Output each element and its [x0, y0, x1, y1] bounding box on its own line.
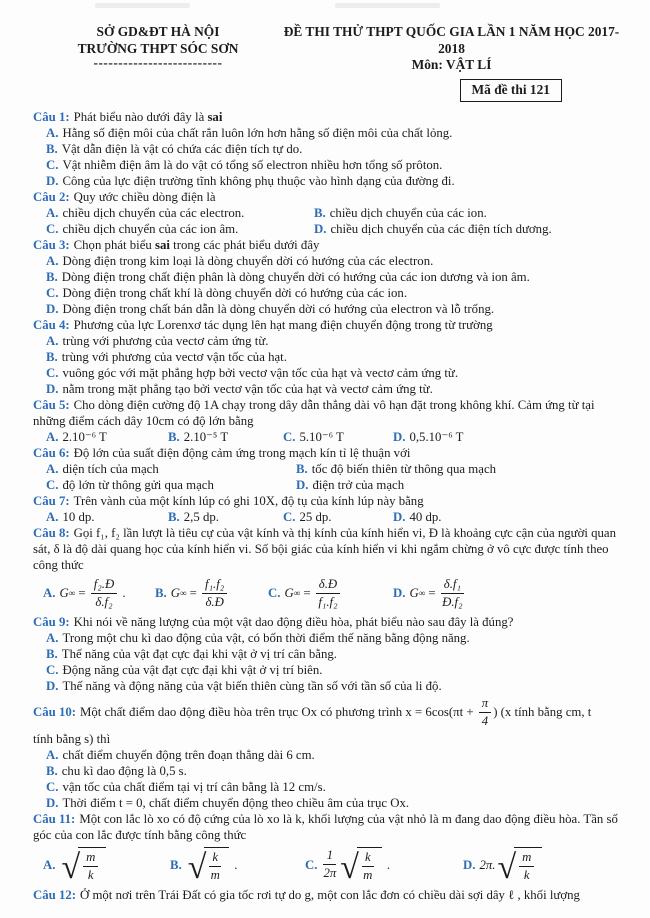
fraction-numerator: 1 [323, 848, 336, 865]
question-label: Câu 9: [33, 614, 70, 629]
option-d [296, 477, 620, 493]
option-d [33, 301, 620, 317]
option-a [46, 205, 314, 221]
option-text: Động năng của vật đạt cực đại khi vật ở vị trí biên. [62, 662, 323, 677]
option-text: Dòng điện trong kim loại là dòng chuyển dời có hướng của các electron. [62, 253, 434, 268]
option-letter: A. [46, 333, 59, 348]
option-text: vuông góc với mặt phẳng hợp bởi vectơ vận tốc của hạt và vectơ cảm ứng từ. [62, 365, 459, 380]
exam-header [33, 24, 620, 74]
option-d [33, 173, 620, 189]
question-label: Câu 12: [33, 887, 77, 902]
option-text: trùng với phương của vectơ vận tốc của hạt. [61, 349, 287, 364]
question-text-continued: tính bằng s) thì [33, 731, 111, 746]
option-text: tốc độ biến thiên từ thông qua mạch [311, 461, 497, 476]
option-text: Vật nhiễm điện âm là do vật có tổng số electron nhiều hơn tổng số prôton. [62, 157, 443, 172]
question-7 [33, 493, 620, 525]
question-text: Phương của lực Lorenxơ tác dụng lên hạt mang điện chuyển động trong từ trường [73, 317, 493, 332]
radical-sign: √ [187, 848, 207, 886]
option-a [46, 429, 168, 445]
school-name: TRƯỜNG THPT SÓC SƠN [77, 40, 239, 56]
square-root [187, 847, 229, 886]
option-letter: B. [46, 646, 58, 661]
option-d [463, 847, 544, 886]
option-text: 0,5.10⁻⁶ T [409, 429, 464, 444]
fraction-denominator: 4 [481, 713, 489, 728]
fraction [519, 850, 534, 883]
option-text: Thời điểm t = 0, chất điểm chuyển động theo chiều âm của trục Ox. [62, 795, 410, 810]
question-label: Câu 1: [33, 109, 70, 124]
option-text: trùng với phương của vectơ cảm ứng từ. [62, 333, 269, 348]
magnification-symbol: G [59, 586, 69, 600]
option-text: chiều dịch chuyển của các electron. [62, 205, 245, 220]
question-text: Khi nói về năng lượng của một vật dao động điều hòa, phát biểu nào sau đây là đúng? [73, 614, 514, 629]
option-letter: A. [46, 747, 59, 762]
fraction-denominator: δ.f₂ [95, 594, 113, 609]
exam-code-row [33, 74, 620, 109]
fraction-denominator: m [363, 867, 373, 882]
option-c [33, 157, 620, 173]
question-label: Câu 4: [33, 317, 70, 332]
question-text: Trên vành của một kính lúp có ghi 10X, độ tụ của kính lúp này bằng [73, 493, 424, 508]
option-letter: B. [314, 205, 326, 220]
fraction-denominator: f₁.f₂ [318, 594, 338, 609]
option-letter: D. [46, 381, 59, 396]
option-letter: C. [46, 477, 59, 492]
option-text: Hằng số điện môi của chất rắn luôn lớn hơn hằng số điện môi của chất lỏng. [62, 125, 453, 140]
option-letter: D. [314, 221, 327, 236]
option-letter: B. [168, 509, 180, 524]
fraction-denominator: 2π [323, 866, 337, 880]
exam-title: ĐỀ THI THỬ THPT QUỐC GIA LẦN 1 NĂM HỌC 2017-2018 [283, 24, 620, 56]
question-text: Một chất điểm dao động điều hòa trên trục Ox có phương trình [80, 705, 406, 719]
equals-sign: = [75, 586, 89, 600]
fraction [441, 577, 464, 610]
option-d [393, 429, 463, 445]
question-text: Ở một nơi trên Trái Đất có gia tốc rơi tự do g, một con lắc đơn có chiều dài sợi dây ℓ , khối lượng [80, 887, 580, 902]
option-letter: B. [46, 269, 58, 284]
option-a [43, 577, 155, 610]
option-c [283, 509, 393, 525]
option-letter: D. [393, 429, 406, 444]
question-text: (x tính bằng cm, t [497, 705, 592, 719]
formula-options-row [33, 843, 620, 887]
option-letter: A. [46, 253, 59, 268]
question-text: Gọi f₁, f₂ lần lượt là tiêu cự của vật kính và thị kính của kính hiển vi, Đ là khoảng cực cận của người quan sát, δ là độ dài quang học của kính hiển vi. Số bội giác của kính hiển vi khi ngắm chừng ở vô cực được tính theo công thức [33, 525, 616, 572]
option-d [393, 577, 466, 610]
question-emphasis: sai [155, 237, 170, 252]
option-letter: C. [46, 221, 59, 236]
options-row [33, 509, 620, 525]
option-d [393, 509, 441, 525]
option-a [43, 847, 170, 886]
question-6 [33, 445, 620, 493]
option-text: điện trở của mạch [312, 477, 405, 492]
fraction-numerator: δ.f₁ [441, 577, 464, 594]
option-a [33, 333, 620, 349]
question-label: Câu 5: [33, 397, 70, 412]
fraction [362, 850, 374, 883]
option-letter: A. [46, 461, 59, 476]
department-name: SỞ GD&ĐT HÀ NỘI [96, 24, 220, 39]
infinity-subscript: ∞ [180, 588, 187, 598]
option-b [155, 577, 268, 610]
fraction-denominator: k [87, 867, 94, 882]
question-label: Câu 7: [33, 493, 70, 508]
question-label: Câu 10: [33, 705, 77, 719]
option-letter: B. [170, 857, 182, 872]
trailing-dot: . [231, 857, 238, 872]
option-text: diện tích của mạch [62, 461, 159, 476]
option-b [33, 141, 620, 157]
option-letter: A. [46, 509, 59, 524]
option-text: Vật dẫn điện là vật có chứa các điện tích tự do. [61, 141, 303, 156]
option-text: 5.10⁻⁶ T [299, 429, 344, 444]
trailing-dot: . [119, 586, 126, 600]
option-a [46, 509, 168, 525]
option-b [296, 461, 620, 477]
option-d [33, 381, 620, 397]
question-text: Một con lắc lò xo có độ cứng của lò xo là k, khối lượng của vật nhỏ là m đang dao động điều hòa. Tần số góc của con lắc được tính bằng công thức [33, 811, 618, 842]
question-8 [33, 525, 620, 614]
option-text: Dòng điện trong chất bán dẫn là dòng chuyển dời có hướng của electron và lỗ trống. [62, 301, 495, 316]
fraction-numerator: m [83, 850, 98, 867]
fraction [91, 577, 117, 610]
magnification-symbol: G [170, 586, 180, 600]
fraction-numerator: k [362, 850, 374, 867]
question-3 [33, 237, 620, 317]
option-text: chất điểm chuyển động trên đoạn thẳng dài 6 cm. [62, 747, 315, 762]
options-grid [33, 205, 620, 237]
question-2 [33, 189, 620, 237]
square-root [340, 847, 381, 886]
option-text: vận tốc của chất điểm tại vị trí cân bằng là 12 cm/s. [62, 779, 326, 794]
question-5 [33, 397, 620, 445]
option-text: 40 dp. [409, 509, 442, 524]
fraction-numerator: f₁.f₂ [202, 577, 227, 594]
option-letter: D. [393, 509, 406, 524]
equation-text: x = 6cos(πt + [405, 705, 477, 719]
option-letter: D. [46, 301, 59, 316]
fraction-numerator: π [479, 696, 491, 713]
square-root [497, 847, 542, 886]
option-letter: A. [43, 586, 56, 600]
option-a [33, 747, 620, 763]
formula-options-row [33, 573, 620, 614]
fraction-numerator: f₂.Đ [91, 577, 117, 594]
radical-sign: √ [340, 848, 359, 886]
fraction-numerator: m [519, 850, 534, 867]
option-text: Thế năng và động năng của vật biến thiên cùng tần số với tần số của li độ. [62, 678, 442, 693]
option-letter: B. [296, 461, 308, 476]
header-right [283, 24, 620, 74]
option-letter: D. [46, 173, 59, 188]
question-text: trong các phát biểu dưới đây [169, 237, 320, 252]
option-text: Dòng điện trong chất khí là dòng chuyển dời có hướng của các ion. [62, 285, 408, 300]
question-label: Câu 6: [33, 445, 70, 460]
header-divider: -------------------------- [93, 55, 223, 70]
fraction-numerator: k [209, 850, 221, 867]
option-letter: D. [463, 857, 476, 872]
infinity-subscript: ∞ [293, 588, 301, 598]
option-text: 10 dp. [62, 509, 95, 524]
option-b [33, 646, 620, 662]
question-text: Chọn phát biểu [73, 237, 156, 252]
option-text: 2.10⁻⁶ T [62, 429, 107, 444]
option-letter: C. [268, 586, 281, 600]
square-root [61, 847, 106, 886]
option-c [33, 779, 620, 795]
option-letter: B. [168, 429, 180, 444]
option-text: chiều dịch chuyển của các ion. [329, 205, 487, 220]
option-letter: D. [296, 477, 309, 492]
option-letter: A. [46, 125, 59, 140]
fraction [202, 577, 227, 610]
question-9 [33, 614, 620, 694]
scan-artifact [335, 3, 440, 8]
option-c [283, 429, 393, 445]
option-c [33, 365, 620, 381]
option-letter: A. [46, 429, 59, 444]
option-text: 2,5 dp. [183, 509, 219, 524]
option-letter: C. [46, 779, 59, 794]
radical-sign: √ [61, 848, 81, 886]
fraction [316, 577, 340, 610]
option-d [314, 221, 620, 237]
option-b [168, 429, 283, 445]
option-text: 25 dp. [299, 509, 332, 524]
question-text: Phát biểu nào dưới đây là [73, 109, 208, 124]
option-text: Thế năng của vật đạt cực đại khi vật ở vị trí cân bằng. [61, 646, 337, 661]
option-text: Công của lực điện trường tĩnh không phụ thuộc vào hình dạng của đường đi. [62, 173, 455, 188]
option-letter: D. [46, 795, 59, 810]
option-letter: A. [43, 857, 56, 872]
option-letter: B. [46, 349, 58, 364]
question-label: Câu 2: [33, 189, 70, 204]
option-b [33, 763, 620, 779]
question-label: Câu 11: [33, 811, 76, 826]
question-12 [33, 887, 620, 903]
magnification-symbol: G [409, 586, 419, 600]
option-letter: C. [46, 365, 59, 380]
exam-code-box: Mã đề thi 121 [460, 79, 562, 102]
question-text: Độ lớn của suất điện động cảm ứng trong mạch kín tỉ lệ thuận với [73, 445, 411, 460]
fraction-denominator: δ.Đ [205, 594, 224, 609]
exam-subject: Môn: VẬT LÍ [411, 57, 492, 72]
option-text: chu kì dao động là 0,5 s. [61, 763, 187, 778]
radical-sign: √ [497, 848, 517, 886]
option-b [314, 205, 620, 221]
option-letter: B. [46, 141, 58, 156]
question-label: Câu 8: [33, 525, 70, 540]
option-text: chiều dịch chuyển của các điện tích dương. [330, 221, 552, 236]
option-text: độ lớn từ thông gửi qua mạch [62, 477, 214, 492]
option-b [33, 269, 620, 285]
option-d [33, 678, 620, 694]
option-b [170, 847, 305, 886]
option-letter: A. [46, 205, 59, 220]
option-c [305, 847, 463, 886]
equals-sign: = [300, 586, 314, 600]
option-a [33, 253, 620, 269]
fraction-denominator: k [523, 867, 530, 882]
trailing-dot: . [383, 857, 391, 872]
option-d [33, 795, 620, 811]
option-letter: B. [46, 763, 58, 778]
question-label: Câu 3: [33, 237, 70, 252]
fraction [83, 850, 98, 883]
fraction [479, 696, 491, 729]
fraction [209, 850, 221, 883]
equation-text: ) [493, 705, 498, 719]
options-row [33, 429, 620, 445]
option-c [33, 662, 620, 678]
option-c [46, 477, 296, 493]
header-left [33, 24, 283, 74]
option-letter: C. [46, 662, 59, 677]
scan-artifact [95, 3, 190, 8]
infinity-subscript: ∞ [68, 588, 76, 598]
option-letter: A. [46, 630, 59, 645]
question-1 [33, 109, 620, 189]
question-11 [33, 811, 620, 887]
option-b [33, 349, 620, 365]
magnification-symbol: G [284, 586, 294, 600]
option-a [33, 630, 620, 646]
infinity-subscript: ∞ [418, 588, 426, 598]
fraction-denominator: Đ.f₂ [442, 594, 463, 609]
option-a [46, 461, 296, 477]
options-grid [33, 461, 620, 493]
option-b [168, 509, 283, 525]
option-letter: C. [305, 857, 318, 872]
fraction [323, 848, 336, 881]
coefficient: 2π. [479, 857, 496, 872]
option-letter: C. [283, 509, 296, 524]
option-text: Trong một chu kì dao động của vật, có bốn thời điểm thế năng bằng động năng. [62, 630, 470, 645]
option-letter: B. [155, 586, 167, 600]
option-letter: C. [46, 285, 59, 300]
question-emphasis: sai [207, 109, 223, 124]
option-text: chiều dịch chuyển của các ion âm. [62, 221, 239, 236]
option-text: nằm trong mặt phẳng tạo bởi vectơ vận tốc của hạt và vectơ cảm ứng từ. [62, 381, 433, 396]
option-c [33, 285, 620, 301]
option-text: Dòng điện trong chất điện phân là dòng chuyển dời có hướng của các ion dương và ion âm. [61, 269, 530, 284]
option-letter: D. [393, 586, 406, 600]
fraction-numerator: δ.Đ [316, 577, 340, 594]
equals-sign: = [425, 586, 439, 600]
option-letter: C. [46, 157, 59, 172]
question-text: Quy ước chiều dòng điện là [73, 189, 216, 204]
question-text: Cho dòng điện cường độ 1A chạy trong dây dẫn thẳng dài vô hạn đặt trong không khí. Cảm ứng từ tại những điểm cách dây 10cm có độ lớn bằng [33, 397, 595, 428]
option-a [33, 125, 620, 141]
equals-sign: = [186, 586, 201, 600]
option-letter: C. [283, 429, 296, 444]
fraction-denominator: m [210, 867, 220, 882]
question-4 [33, 317, 620, 397]
option-c [268, 577, 393, 610]
questions-list [33, 109, 620, 903]
option-letter: D. [46, 678, 59, 693]
option-text: 2.10⁻⁵ T [183, 429, 229, 444]
option-c [46, 221, 314, 237]
question-10 [33, 696, 620, 811]
